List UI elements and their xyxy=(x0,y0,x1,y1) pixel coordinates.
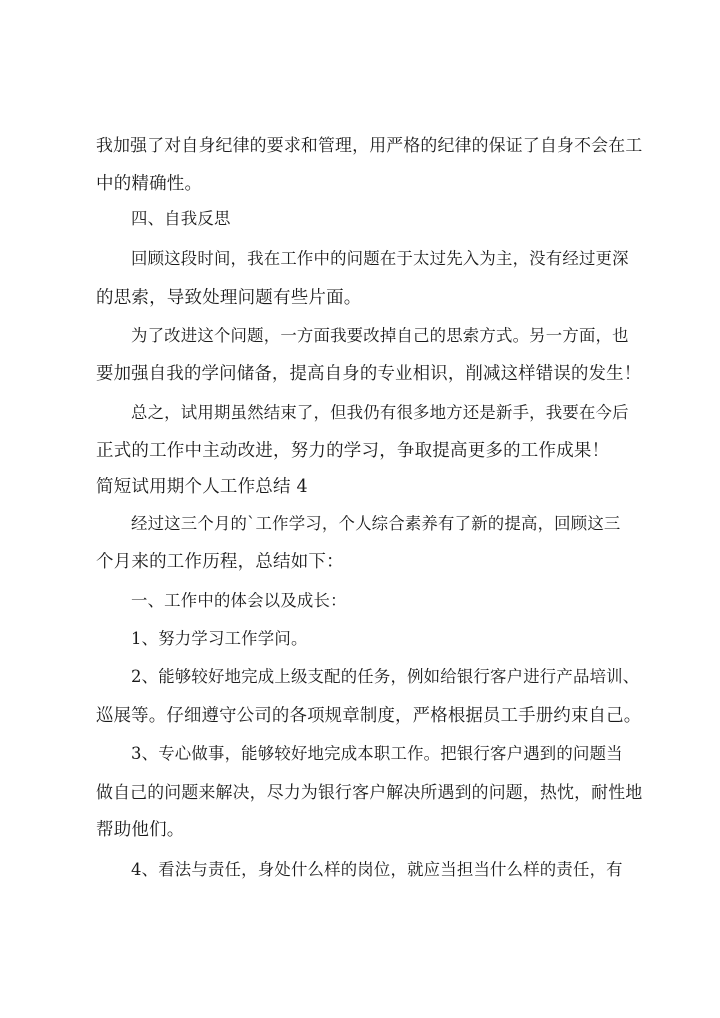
text-line: 的思索，导致处理问题有些片面。 xyxy=(96,288,362,308)
text-line: 个月来的工作历程，总结如下： xyxy=(96,552,344,572)
section-heading: 一、工作中的体会以及成长： xyxy=(131,591,347,610)
list-item: 1、努力学习工作学问。 xyxy=(131,629,308,648)
text-line: 巡展等。仔细遵守公司的各项规章制度，严格根据员工手册约束自己。 xyxy=(96,706,642,726)
text-line: 要加强自我的学问储备，提高自身的专业相识，削减这样错误的发生！ xyxy=(96,364,642,384)
text-line: 为了改进这个问题，一方面我要改掉自己的思索方式。另一方面，也 xyxy=(131,326,629,345)
text-line: 回顾这段时间，我在工作中的问题在于太过先入为主，没有经过更深 xyxy=(131,249,629,268)
text-line: 我加强了对自身纪律的要求和管理，用严格的纪律的保证了自身不会在工 xyxy=(96,135,643,155)
list-item: 2、能够较好地完成上级支配的任务，例如给银行客户进行产品培训、 xyxy=(131,667,640,686)
text-line: 中的精确性。 xyxy=(96,174,203,194)
text-line: 帮助他们。 xyxy=(96,820,185,840)
text-line: 正式的工作中主动改进，努力的学习，争取提高更多的工作成果！ xyxy=(96,441,610,461)
text-line: 经过这三个月的`工作学习，个人综合素养有了新的提高，回顾这三 xyxy=(131,514,621,533)
document-title: 简短试用期个人工作总结 4 xyxy=(96,477,308,497)
list-item: 4、看法与责任，身处什么样的岗位，就应当担当什么样的责任，有 xyxy=(131,860,623,879)
list-item: 3、专心做事，能够较好地完成本职工作。把银行客户遇到的问题当 xyxy=(131,744,623,763)
text-line: 做自己的问题来解决，尽力为银行客户解决所遇到的问题，热忱，耐性地 xyxy=(96,782,643,802)
section-heading: 四、自我反思 xyxy=(131,209,231,228)
text-line: 总之，试用期虽然结束了，但我仍有很多地方还是新手，我要在今后 xyxy=(131,403,629,422)
